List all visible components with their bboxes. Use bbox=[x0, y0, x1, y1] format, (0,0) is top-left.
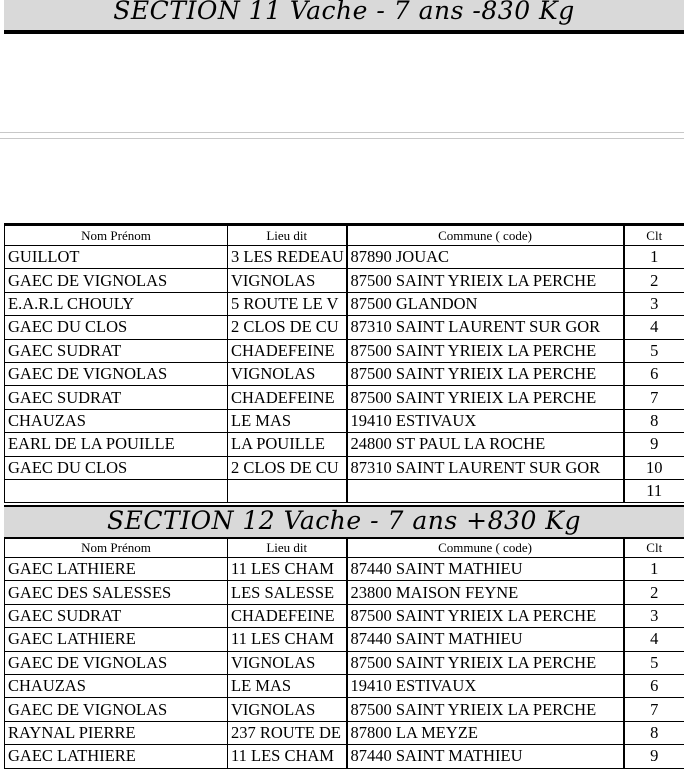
cell-commune: 87500 SAINT YRIEIX LA PERCHE bbox=[347, 386, 624, 409]
cell-commune: 87500 SAINT YRIEIX LA PERCHE bbox=[347, 651, 624, 674]
cell-nom-prenom: GUILLOT bbox=[5, 246, 228, 269]
cell-lieu-dit: VIGNOLAS bbox=[228, 651, 347, 674]
table-row bbox=[5, 246, 684, 269]
table-row bbox=[5, 558, 684, 581]
cell-nom-prenom: RAYNAL PIERRE bbox=[5, 721, 228, 744]
cell-clt: 3 bbox=[624, 292, 684, 315]
cell-nom-prenom: GAEC LATHIERE bbox=[5, 558, 228, 581]
cell-lieu-dit bbox=[228, 479, 347, 502]
cell-nom-prenom: GAEC DE VIGNOLAS bbox=[5, 698, 228, 721]
header-nom-prenom: Nom Prénom bbox=[5, 538, 228, 558]
cell-lieu-dit: LE MAS bbox=[228, 674, 347, 697]
page-separator bbox=[0, 138, 684, 139]
cell-commune: 87500 SAINT YRIEIX LA PERCHE bbox=[347, 698, 624, 721]
cell-clt: 2 bbox=[624, 269, 684, 292]
cell-lieu-dit: VIGNOLAS bbox=[228, 698, 347, 721]
table-header-row bbox=[5, 538, 684, 558]
header-lieu-dit: Lieu dit bbox=[228, 538, 347, 558]
cell-clt: 7 bbox=[624, 386, 684, 409]
cell-lieu-dit: VIGNOLAS bbox=[228, 362, 347, 385]
cell-nom-prenom: GAEC LATHIERE bbox=[5, 745, 228, 768]
cell-clt: 5 bbox=[624, 339, 684, 362]
cell-clt: 10 bbox=[624, 456, 684, 479]
cell-nom-prenom: GAEC DE VIGNOLAS bbox=[5, 269, 228, 292]
cell-clt: 1 bbox=[624, 246, 684, 269]
table-row bbox=[5, 292, 684, 315]
cell-nom-prenom: GAEC LATHIERE bbox=[5, 628, 228, 651]
header-lieu-dit: Lieu dit bbox=[228, 225, 347, 246]
cell-nom-prenom: GAEC SUDRAT bbox=[5, 339, 228, 362]
cell-clt: 4 bbox=[624, 316, 684, 339]
cell-lieu-dit: LES SALESSE bbox=[228, 581, 347, 604]
cell-clt: 5 bbox=[624, 651, 684, 674]
cell-lieu-dit: 3 LES REDEAU bbox=[228, 246, 347, 269]
cell-lieu-dit: LA POUILLE bbox=[228, 433, 347, 456]
table-row bbox=[5, 316, 684, 339]
cell-commune: 87500 SAINT YRIEIX LA PERCHE bbox=[347, 604, 624, 627]
cell-commune: 87890 JOUAC bbox=[347, 246, 624, 269]
cell-nom-prenom: GAEC SUDRAT bbox=[5, 386, 228, 409]
header-commune: Commune ( code) bbox=[347, 538, 624, 558]
cell-lieu-dit: 2 CLOS DE CU bbox=[228, 316, 347, 339]
section-11-rows bbox=[5, 246, 684, 503]
cell-lieu-dit: CHADEFEINE bbox=[228, 604, 347, 627]
cell-nom-prenom: GAEC DU CLOS bbox=[5, 316, 228, 339]
table-row bbox=[5, 745, 684, 768]
table-row bbox=[5, 604, 684, 627]
cell-clt: 9 bbox=[624, 433, 684, 456]
cell-clt: 2 bbox=[624, 581, 684, 604]
cell-nom-prenom: GAEC DES SALESSES bbox=[5, 581, 228, 604]
table-row bbox=[5, 456, 684, 479]
cell-clt: 3 bbox=[624, 604, 684, 627]
cell-commune: 87500 SAINT YRIEIX LA PERCHE bbox=[347, 362, 624, 385]
cell-nom-prenom: CHAUZAS bbox=[5, 409, 228, 432]
cell-clt: 11 bbox=[624, 479, 684, 502]
cell-lieu-dit: 5 ROUTE LE V bbox=[228, 292, 347, 315]
table-row bbox=[5, 651, 684, 674]
cell-lieu-dit: 237 ROUTE DE bbox=[228, 721, 347, 744]
cell-nom-prenom: EARL DE LA POUILLE bbox=[5, 433, 228, 456]
table-row bbox=[5, 628, 684, 651]
cell-nom-prenom bbox=[5, 479, 228, 502]
cell-nom-prenom: CHAUZAS bbox=[5, 674, 228, 697]
cell-lieu-dit: 11 LES CHAM bbox=[228, 558, 347, 581]
cell-clt: 7 bbox=[624, 698, 684, 721]
table-row bbox=[5, 698, 684, 721]
cell-clt: 8 bbox=[624, 409, 684, 432]
cell-clt: 6 bbox=[624, 674, 684, 697]
table-row bbox=[5, 433, 684, 456]
cell-lieu-dit: CHADEFEINE bbox=[228, 386, 347, 409]
table-row bbox=[5, 269, 684, 292]
header-clt: Clt bbox=[624, 538, 684, 558]
cell-commune: 87500 SAINT YRIEIX LA PERCHE bbox=[347, 339, 624, 362]
cell-commune: 87310 SAINT LAURENT SUR GOR bbox=[347, 456, 624, 479]
cell-clt: 8 bbox=[624, 721, 684, 744]
cell-nom-prenom: E.A.R.L CHOULY bbox=[5, 292, 228, 315]
cell-lieu-dit: CHADEFEINE bbox=[228, 339, 347, 362]
table-row bbox=[5, 674, 684, 697]
cell-nom-prenom: GAEC DE VIGNOLAS bbox=[5, 651, 228, 674]
cell-clt: 6 bbox=[624, 362, 684, 385]
section-11-title: SECTION 11 Vache - 7 ans -830 Kg bbox=[4, 0, 684, 34]
cell-clt: 4 bbox=[624, 628, 684, 651]
section-11-table bbox=[4, 223, 684, 503]
cell-commune: 87500 SAINT YRIEIX LA PERCHE bbox=[347, 269, 624, 292]
table-row bbox=[5, 581, 684, 604]
cell-commune: 24800 ST PAUL LA ROCHE bbox=[347, 433, 624, 456]
cell-clt: 9 bbox=[624, 745, 684, 768]
section-12-table bbox=[4, 537, 684, 769]
cell-lieu-dit: LE MAS bbox=[228, 409, 347, 432]
cell-nom-prenom: GAEC DU CLOS bbox=[5, 456, 228, 479]
header-commune: Commune ( code) bbox=[347, 225, 624, 246]
cell-lieu-dit: 2 CLOS DE CU bbox=[228, 456, 347, 479]
cell-commune: 87440 SAINT MATHIEU bbox=[347, 628, 624, 651]
section-12-title: SECTION 12 Vache - 7 ans +830 Kg bbox=[4, 505, 684, 539]
table-row bbox=[5, 721, 684, 744]
section-12-rows bbox=[5, 558, 684, 769]
table-row bbox=[5, 386, 684, 409]
cell-lieu-dit: 11 LES CHAM bbox=[228, 745, 347, 768]
cell-nom-prenom: GAEC SUDRAT bbox=[5, 604, 228, 627]
table-row bbox=[5, 479, 684, 502]
table-row bbox=[5, 409, 684, 432]
header-nom-prenom: Nom Prénom bbox=[5, 225, 228, 246]
cell-clt: 1 bbox=[624, 558, 684, 581]
cell-nom-prenom: GAEC DE VIGNOLAS bbox=[5, 362, 228, 385]
cell-lieu-dit: 11 LES CHAM bbox=[228, 628, 347, 651]
table-row bbox=[5, 362, 684, 385]
table-row bbox=[5, 339, 684, 362]
cell-commune: 23800 MAISON FEYNE bbox=[347, 581, 624, 604]
cell-lieu-dit: VIGNOLAS bbox=[228, 269, 347, 292]
cell-commune: 87440 SAINT MATHIEU bbox=[347, 745, 624, 768]
cell-commune bbox=[347, 479, 624, 502]
cell-commune: 87500 GLANDON bbox=[347, 292, 624, 315]
cell-commune: 87440 SAINT MATHIEU bbox=[347, 558, 624, 581]
header-clt: Clt bbox=[624, 225, 684, 246]
page-separator bbox=[0, 132, 684, 133]
cell-commune: 87800 LA MEYZE bbox=[347, 721, 624, 744]
cell-commune: 87310 SAINT LAURENT SUR GOR bbox=[347, 316, 624, 339]
table-header-row bbox=[5, 225, 684, 246]
cell-commune: 19410 ESTIVAUX bbox=[347, 674, 624, 697]
cell-commune: 19410 ESTIVAUX bbox=[347, 409, 624, 432]
